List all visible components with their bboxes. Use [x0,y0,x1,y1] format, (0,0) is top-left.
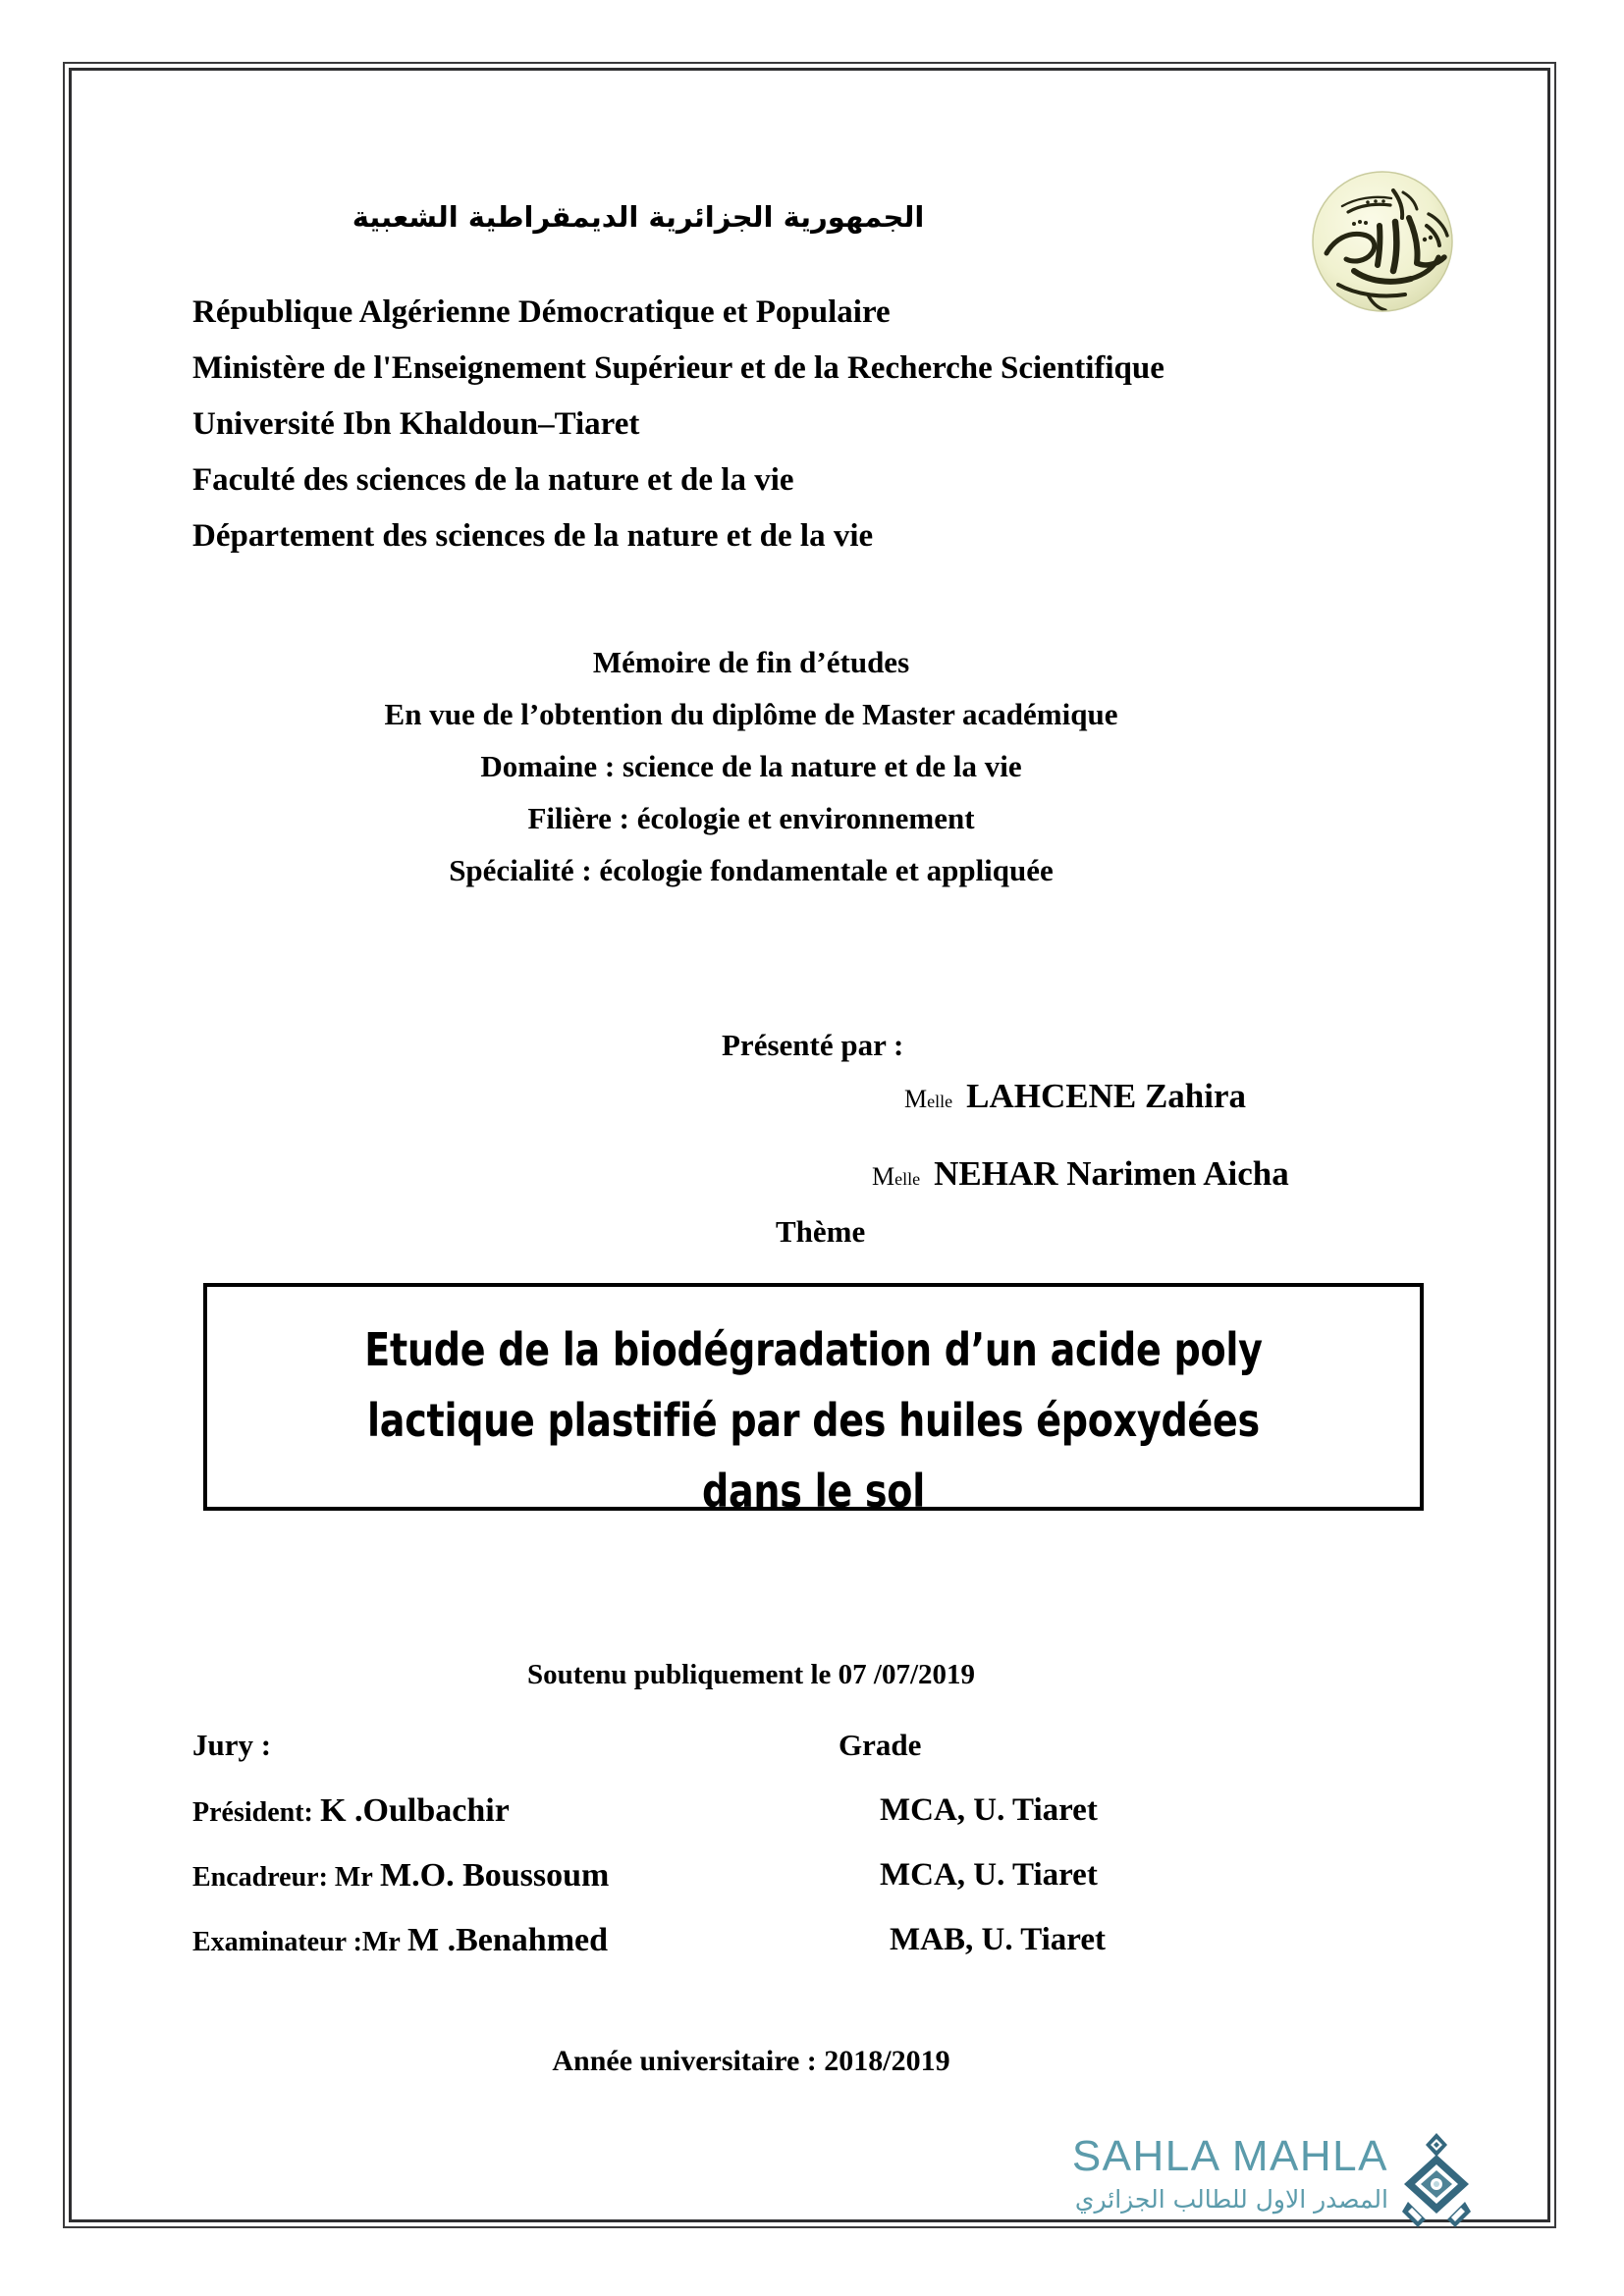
thesis-title-box [203,1283,1424,1518]
degree-line-specialty: Spécialité : écologie fondamentale et appliquée [449,853,1054,887]
degree-line-domain: Domaine : science de la nature et de la vie [480,749,1022,783]
thesis-title-line-2: lactique plastifié par des huiles époxydées [367,1394,1260,1447]
jury-row-examiner [192,1922,1292,1987]
watermark-title: SAHLA MAHLA [1071,2132,1388,2180]
sahla-mahla-watermark [1064,2133,1477,2236]
degree-information-block [255,636,1247,896]
student-name-2: NEHAR Narimen Aicha [934,1154,1289,1193]
thesis-title-line-3: dans le sol [702,1465,925,1518]
institution-line-department: Département des sciences de la nature et de la vie [192,518,874,554]
institution-block [192,285,1292,564]
jury-role-examiner: Examinateur :Mr M .Benahmed [192,1922,609,1958]
student-civility-2: Melle [872,1162,921,1191]
student-name-1: LAHCENE Zahira [966,1077,1247,1115]
student-entry-2 [872,1154,1289,1194]
arabic-republic-heading: الجمهورية الجزائرية الديمقراطية الشعبية [352,200,925,234]
thesis-title-line-1: Etude de la biodégradation d’un acide poly [364,1323,1263,1376]
jury-grade-supervisor: MCA, U. Tiaret [880,1857,1098,1893]
jury-role-supervisor: Encadreur: Mr M.O. Boussoum [192,1857,610,1894]
student-entry-1 [904,1077,1246,1116]
watermark-subtitle: المصدر الاول للطالب الجزائري [1074,2185,1388,2214]
student-civility-1: Melle [904,1085,953,1113]
institution-line-university: Université Ibn Khaldoun–Tiaret [192,406,640,442]
watermark-text-block [1064,2133,1388,2217]
jury-header-role: Jury : [192,1728,272,1762]
degree-line-memoire: Mémoire de fin d’études [592,645,910,679]
watermark-diamond-icon [1396,2133,1477,2231]
presented-by-label: Présenté par : [722,1028,904,1062]
thesis-title-inner [207,1287,1420,1526]
degree-line-filiere: Filière : écologie et environnement [527,801,975,835]
institution-line-faculty: Faculté des sciences de la nature et de la vie [192,462,794,498]
jury-grade-president: MCA, U. Tiaret [880,1792,1098,1828]
university-seal-logo [1309,169,1456,314]
theme-label: Thème [776,1214,866,1249]
jury-role-president: Président: K .Oulbachir [192,1792,510,1829]
jury-row-supervisor [192,1857,1292,1922]
defense-date: Soutenu publiquement le 07 /07/2019 [526,1659,976,1690]
jury-header-grade: Grade [839,1728,922,1762]
jury-table [192,1728,1292,1987]
jury-row-president [192,1792,1292,1857]
academic-year: Année universitaire : 2018/2019 [552,2045,950,2077]
institution-line-republic: République Algérienne Démocratique et Populaire [192,294,891,330]
institution-line-ministry: Ministère de l'Enseignement Supérieur et de la Recherche Scientifique [192,350,1164,386]
degree-line-diploma: En vue de l’obtention du diplôme de Master académique [384,697,1118,731]
jury-table-header [192,1728,1292,1792]
jury-grade-examiner: MAB, U. Tiaret [890,1922,1106,1957]
